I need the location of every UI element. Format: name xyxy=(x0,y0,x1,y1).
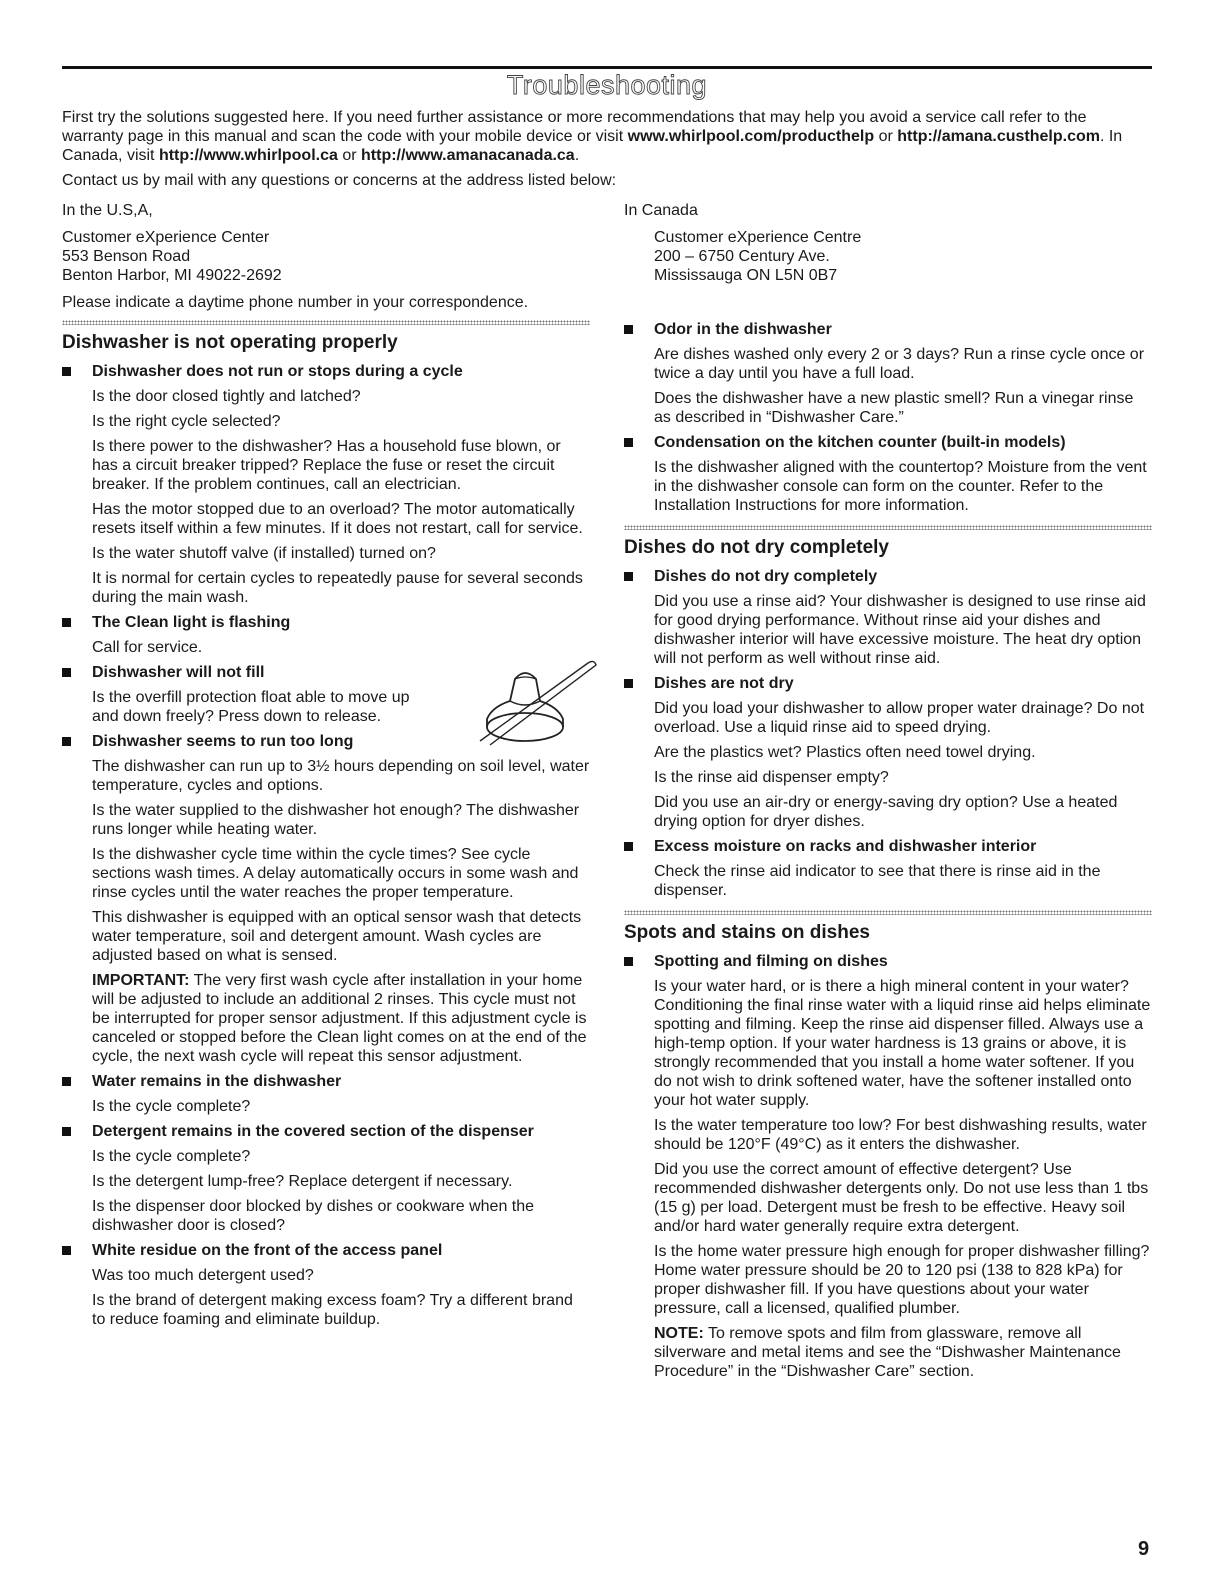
solution-text: Is the dispenser door blocked by dishes or cookware when the dishwasher door is closed? xyxy=(92,1198,535,1234)
note-label: NOTE: xyxy=(654,1325,704,1342)
solution-text: Call for service. xyxy=(92,639,203,656)
problem-title: White residue on the front of the access panel xyxy=(92,1242,443,1259)
solution-text: Does the dishwasher have a new plastic smell? Run a vinegar rinse as described in “Dishwasher Care.” xyxy=(654,390,1134,426)
link-amanacanada[interactable]: http://www.amanacanada.ca xyxy=(361,147,575,164)
problem-heading xyxy=(624,837,1152,856)
problem-item xyxy=(624,320,1152,427)
address-line: Benton Harbor, MI 49022-2692 xyxy=(62,267,282,284)
solution-text: Has the motor stopped due to an overload? The motor automatically resets itself within a few minutes. If it does not restart, call for service. xyxy=(92,501,583,537)
section-divider xyxy=(624,910,1152,915)
solution-text: Is the water shutoff valve (if installed) turned on? xyxy=(92,545,436,562)
intro-paragraph xyxy=(62,108,1152,165)
problem-title: Dishes do not dry completely xyxy=(654,568,878,585)
problem-title: Dishes are not dry xyxy=(654,675,794,692)
solution-text: Is the dishwasher cycle time within the cycle times? See cycle sections wash times. A delay automatically occurs in some wash and rinse cycles until the water reaches the proper temperature. xyxy=(92,846,579,901)
problem-item xyxy=(624,674,1152,831)
solution-text: Is the detergent lump-free? Replace detergent if necessary. xyxy=(92,1173,513,1190)
problem-title: Dishwasher does not run or stops during a cycle xyxy=(92,363,463,380)
square-bullet-icon xyxy=(624,438,633,447)
problem-title: Dishwasher will not fill xyxy=(92,664,265,681)
address-block xyxy=(62,228,602,285)
problem-item xyxy=(62,362,590,607)
link-whirlpool-ca[interactable]: http://www.whirlpool.ca xyxy=(158,147,338,164)
square-bullet-icon xyxy=(62,668,71,677)
solution-text: The dishwasher can run up to 3½ hours depending on soil level, water temperature, cycles and options. xyxy=(92,758,590,794)
problem-item xyxy=(62,1072,590,1116)
solution-text: Is the overfill protection float able to move up and down freely? Press down to release. xyxy=(92,689,410,725)
section-heading: Dishes do not dry completely xyxy=(624,537,889,558)
section-heading: Dishwasher is not operating properly xyxy=(62,332,398,353)
note xyxy=(654,1324,1152,1381)
problem-item xyxy=(624,952,1152,1381)
problem-title: Dishwasher seems to run too long xyxy=(92,733,354,750)
problem-heading xyxy=(62,1072,590,1091)
solution-text: Is the cycle complete? xyxy=(92,1148,251,1165)
left-column xyxy=(62,320,590,1335)
important-note xyxy=(92,971,590,1066)
section-divider xyxy=(62,320,590,325)
square-bullet-icon xyxy=(624,842,633,851)
problem-item xyxy=(624,433,1152,515)
address-block xyxy=(624,228,1144,285)
phone-note: Please indicate a daytime phone number in your correspondence. xyxy=(62,294,529,311)
problem-item xyxy=(62,1241,590,1329)
address-line: 553 Benson Road xyxy=(62,248,191,265)
address-line: Customer eXperience Centre xyxy=(654,229,862,246)
solution-text: Is the water temperature too low? For best dishwashing results, water should be 120°F (49°C) as it enters the dishwasher. xyxy=(654,1117,1147,1153)
problem-title: Detergent remains in the covered section of the dispenser xyxy=(92,1123,534,1140)
square-bullet-icon xyxy=(62,737,71,746)
solution-text: This dishwasher is equipped with an optical sensor wash that detects water temperature, soil and detergent amount. Wash cycles are adjusted based on what is sensed. xyxy=(92,909,582,964)
problem-title: Odor in the dishwasher xyxy=(654,321,832,338)
solution-text: Did you use an air-dry or energy-saving dry option? Use a heated drying option for dryer dishes. xyxy=(654,794,1118,830)
intro-text: . In Canada, visit xyxy=(62,128,1123,164)
problem-heading xyxy=(62,1241,590,1260)
square-bullet-icon xyxy=(62,367,71,376)
intro-text: . xyxy=(574,147,580,164)
solution-text: Is the water supplied to the dishwasher hot enough? The dishwasher runs longer while heating water. xyxy=(92,802,580,838)
page xyxy=(62,0,1152,1584)
problem-heading xyxy=(62,1122,590,1141)
problem-heading xyxy=(624,567,1152,586)
square-bullet-icon xyxy=(62,618,71,627)
problem-item xyxy=(624,567,1152,668)
problem-heading xyxy=(624,674,1152,693)
solution-text: To remove spots and film from glassware, remove all silverware and metal items and see the “Dishwasher Maintenance Procedure” in the “Dishwasher Care” section. xyxy=(654,1325,1121,1380)
address-line: Mississauga ON L5N 0B7 xyxy=(654,267,838,284)
square-bullet-icon xyxy=(62,1077,71,1086)
solution-text: The very first wash cycle after installation in your home will be adjusted to include an additional 2 rinses. This cycle must not be interrupted for proper sensor adjustment. If this adjustment cycle is canceled or stopped before the Clean light comes on at the end of the cycle, the next wash cycle will repeat this sensor adjustment. xyxy=(92,972,587,1065)
solution-text: Are dishes washed only every 2 or 3 days? Run a rinse cycle once or twice a day until you have a full load. xyxy=(654,346,1145,382)
square-bullet-icon xyxy=(624,572,633,581)
problem-title: Condensation on the kitchen counter (built-in models) xyxy=(654,434,1066,451)
problem-item xyxy=(62,663,590,726)
problem-heading xyxy=(62,732,590,751)
address-line: 200 – 6750 Century Ave. xyxy=(654,248,830,265)
solution-text: Is the door closed tightly and latched? xyxy=(92,388,361,405)
problem-title: Spotting and filming on dishes xyxy=(654,953,888,970)
problem-heading xyxy=(62,362,590,381)
address-label: In the U.S,A, xyxy=(62,202,153,219)
solution-text: Did you use a rinse aid? Your dishwasher is designed to use rinse aid for good drying performance. Without rinse aid your dishes and dishwasher interior will have excessive moisture. The heat dry option will not perform as well without rinse aid. xyxy=(654,593,1146,667)
problem-item xyxy=(624,837,1152,900)
square-bullet-icon xyxy=(624,679,633,688)
solution-text: Did you load your dishwasher to allow proper water drainage? Do not overload. Use a liquid rinse aid to speed drying. xyxy=(654,700,1145,736)
intro xyxy=(62,108,1152,196)
problem-heading xyxy=(624,320,1152,339)
square-bullet-icon xyxy=(624,325,633,334)
section-heading: Spots and stains on dishes xyxy=(624,922,870,943)
square-bullet-icon xyxy=(62,1127,71,1136)
problem-item xyxy=(62,732,590,1066)
solution-text: Was too much detergent used? xyxy=(92,1267,314,1284)
page-number: 9 xyxy=(1138,1538,1150,1560)
section-divider xyxy=(624,525,1152,530)
intro-text: or xyxy=(874,128,898,145)
solution-text: Is the rinse aid dispenser empty? xyxy=(654,769,889,786)
solution-text: Is there power to the dishwasher? Has a household fuse blown, or has a circuit breaker tripped? Replace the fuse or reset the circuit breaker. If the problem continues, call an electrician. xyxy=(92,438,561,493)
page-title: Troubleshooting xyxy=(506,70,708,100)
solution-text: Are the plastics wet? Plastics often need towel drying. xyxy=(654,744,1036,761)
address-us xyxy=(62,201,602,312)
solution-text: Check the rinse aid indicator to see that there is rinse aid in the dispenser. xyxy=(654,863,1101,899)
solution-text: It is normal for certain cycles to repeatedly pause for several seconds during the main wash. xyxy=(92,570,583,606)
address-label: In Canada xyxy=(624,202,698,219)
solution-text: Is the cycle complete? xyxy=(92,1098,251,1115)
problem-heading xyxy=(624,952,1152,971)
intro-text: First try the solutions suggested here. If you need further assistance or more recommendations that may help you avoid a service call refer to the warranty page in this manual and scan the code with your mobile device or visit xyxy=(62,109,1087,145)
right-column xyxy=(624,320,1152,1387)
address-line: Customer eXperience Center xyxy=(62,229,270,246)
problem-title: Water remains in the dishwasher xyxy=(92,1073,342,1090)
problem-heading xyxy=(624,433,1152,452)
solution-text: Is your water hard, or is there a high mineral content in your water? Conditioning the final rinse water with a liquid rinse aid helps eliminate spotting and filming. Keep the rinse aid dispenser filled. Always use a high-temp option. If your water hardness is 13 grains or above, it is strongly recommended that you install a home water softener. If you do not wish to drink softened water, have the softener installed onto your hot water supply. xyxy=(654,978,1151,1109)
solution-text: Is the home water pressure high enough for proper dishwasher filling? Home water pressure should be 20 to 120 psi (138 to 828 kPa) for proper dishwasher fill. If you have questions about your water pressure, call a licensed, qualified plumber. xyxy=(654,1243,1150,1317)
problem-item xyxy=(62,1122,590,1235)
solution-text: Is the brand of detergent making excess foam? Try a different brand to reduce foaming and eliminate buildup. xyxy=(92,1292,573,1328)
problem-title: The Clean light is flashing xyxy=(92,614,291,631)
solution-text: Is the right cycle selected? xyxy=(92,413,281,430)
contact-line: Contact us by mail with any questions or concerns at the address listed below: xyxy=(62,172,617,189)
problem-title: Excess moisture on racks and dishwasher interior xyxy=(654,838,1037,855)
link-producthelp[interactable]: www.whirlpool.com/producthelp xyxy=(627,128,875,145)
square-bullet-icon xyxy=(62,1246,71,1255)
link-amana-custhelp[interactable]: http://amana.custhelp.com xyxy=(897,128,1100,145)
address-canada xyxy=(624,201,1144,293)
square-bullet-icon xyxy=(624,957,633,966)
problem-heading xyxy=(62,613,590,632)
solution-text: Is the dishwasher aligned with the countertop? Moisture from the vent in the dishwasher console can form on the counter. Refer to the Installation Instructions for more information. xyxy=(654,459,1147,514)
intro-text: or xyxy=(337,147,362,164)
solution-text: Did you use the correct amount of effective detergent? Use recommended dishwasher detergents only. Do not use less than 1 tbs (15 g) per load. Detergent must be fresh to be effective. Heavy soil and/or hard water generally require extra detergent. xyxy=(654,1161,1149,1235)
important-label: IMPORTANT: xyxy=(92,972,190,989)
